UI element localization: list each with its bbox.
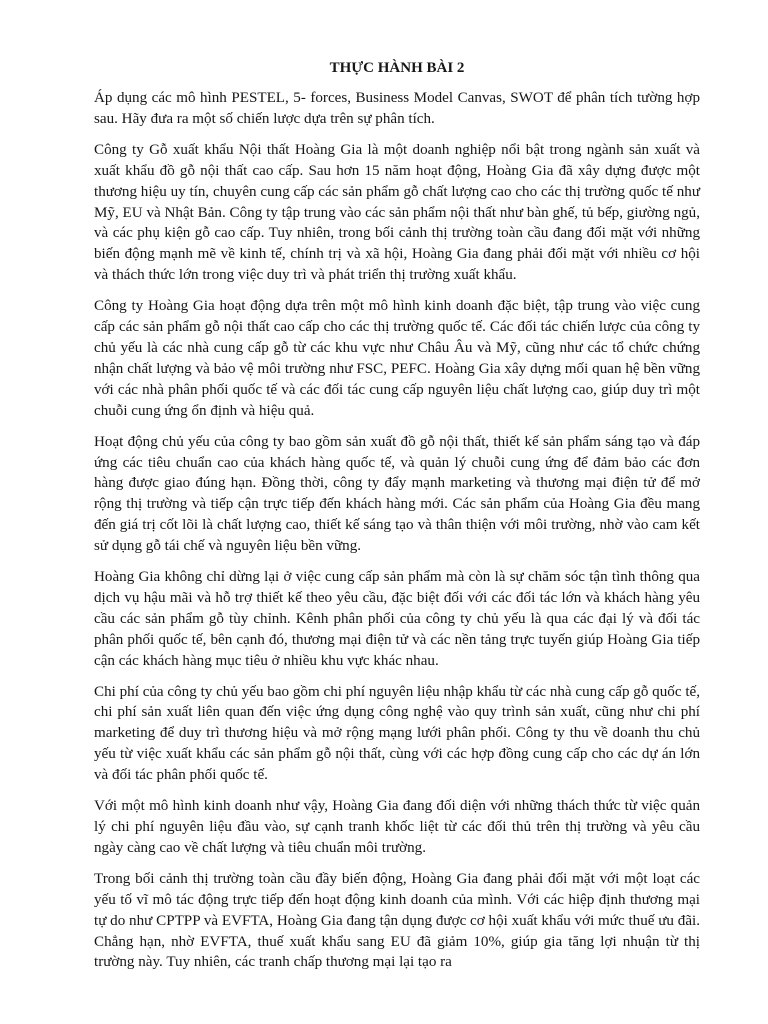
paragraph-macro-context: Trong bối cảnh thị trường toàn cầu đầy biến động, Hoàng Gia đang phải đối mặt với một loạt các yếu tố vĩ mô tác động trực tiếp đến hoạt động kinh doanh của mình. Với các hiệp định thương mại tự do như CPTPP và EVFTA, Hoàng Gia đang tận dụng được cơ hội xuất khẩu với mức thuế ưu đãi. Chẳng hạn, nhờ EVFTA, thuế xuất khẩu sang EU đã giảm 10%, giúp gia tăng lợi nhuận từ thị trường này. Tuy nhiên, các tranh chấp thương mại lại tạo ra (94, 870, 700, 971)
paragraph-customer-channels: Hoàng Gia không chỉ dừng lại ở việc cung cấp sản phẩm mà còn là sự chăm sóc tận tình thông qua dịch vụ hậu mãi và hỗ trợ thiết kế theo yêu cầu, đặc biệt đối với các đối tác lớn và khách hàng yêu cầu các sản phẩm gỗ tùy chỉnh. Kênh phân phối của công ty chủ yếu là qua các đại lý và đối tác phân phối quốc tế, bên cạnh đó, thương mại điện tử và các nền tảng trực tuyến giúp Hoàng Gia tiếp cận các khách hàng mục tiêu ở nhiều khu vực khác nhau. (94, 569, 700, 669)
document-body (94, 58, 700, 983)
paragraph-cost-revenue: Chi phí của công ty chủ yếu bao gồm chi phí nguyên liệu nhập khẩu từ các nhà cung cấp gỗ quốc tế, chi phí sản xuất liên quan đến việc ứng dụng công nghệ vào quy trình sản xuất, cũng như chi phí marketing để duy trì thương hiệu và mở rộng mạng lưới phân phối. Công ty thu về doanh thu chủ yếu từ việc xuất khẩu các sản phẩm gỗ nội thất, cùng với các hợp đồng cung cấp cho các dự án lớn và đối tác phân phối quốc tế. (94, 683, 700, 784)
paragraph-key-activities: Hoạt động chủ yếu của công ty bao gồm sản xuất đồ gỗ nội thất, thiết kế sản phẩm sáng tạo và đáp ứng các tiêu chuẩn cao của khách hàng quốc tế, và quản lý chuỗi cung ứng để đảm bảo các đơn hàng được giao đúng hạn. Đồng thời, công ty đẩy mạnh marketing và thương mại điện tử để mở rộng thị trường và tiếp cận trực tiếp đến khách hàng mới. Các sản phẩm của Hoàng Gia đều mang đến giá trị cốt lõi là chất lượng cao, thiết kế sáng tạo và thân thiện với môi trường, nhờ vào cam kết sử dụng gỗ tái chế và nguyên liệu bền vững. (94, 433, 700, 555)
document-title: THỰC HÀNH BÀI 2 (329, 60, 465, 76)
paragraph-instructions: Áp dụng các mô hình PESTEL, 5- forces, Business Model Canvas, SWOT để phân tích tường hợp sau. Hãy đưa ra một số chiến lược dựa trên sự phân tích. (94, 90, 700, 127)
paragraph-business-model: Công ty Hoàng Gia hoạt động dựa trên một mô hình kinh doanh đặc biệt, tập trung vào việc cung cấp các sản phẩm gỗ nội thất cao cấp cho các thị trường quốc tế. Các đối tác chiến lược của công ty chủ yếu là các nhà cung cấp gỗ từ các khu vực như Châu Âu và Mỹ, cũng như các tổ chức chứng nhận chất lượng và bảo vệ môi trường như FSC, PEFC. Hoàng Gia xây dựng mối quan hệ bền vững với các nhà phân phối quốc tế và các đối tác cung cấp nguyên liệu chất lượng cao, giúp duy trì một chuỗi cung ứng ổn định và hiệu quả. (94, 298, 700, 419)
paragraph-company-intro: Công ty Gỗ xuất khẩu Nội thất Hoàng Gia là một doanh nghiệp nổi bật trong ngành sản xuất và xuất khẩu đồ gỗ nội thất cao cấp. Sau hơn 15 năm hoạt động, Hoàng Gia đã xây dựng được một thương hiệu uy tín, chuyên cung cấp các sản phẩm gỗ chất lượng cao cho các thị trường quốc tế như Mỹ, EU và Nhật Bản. Công ty tập trung vào các sản phẩm nội thất như bàn ghế, tủ bếp, giường ngủ, và các phụ kiện gỗ cao cấp. Tuy nhiên, trong bối cảnh thị trường toàn cầu đang đối mặt với những biến động mạnh mẽ về kinh tế, chính trị và xã hội, Hoàng Gia đang phải đối mặt với nhiều cơ hội và thách thức lớn trong việc duy trì và phát triển thị trường xuất khẩu. (94, 141, 700, 284)
paragraph-challenges: Với một mô hình kinh doanh như vậy, Hoàng Gia đang đối diện với những thách thức từ việc quản lý chi phí nguyên liệu đầu vào, sự cạnh tranh khốc liệt từ các đối thủ trên thị trường và yêu cầu ngày càng cao về chất lượng và tiêu chuẩn môi trường. (94, 798, 700, 856)
